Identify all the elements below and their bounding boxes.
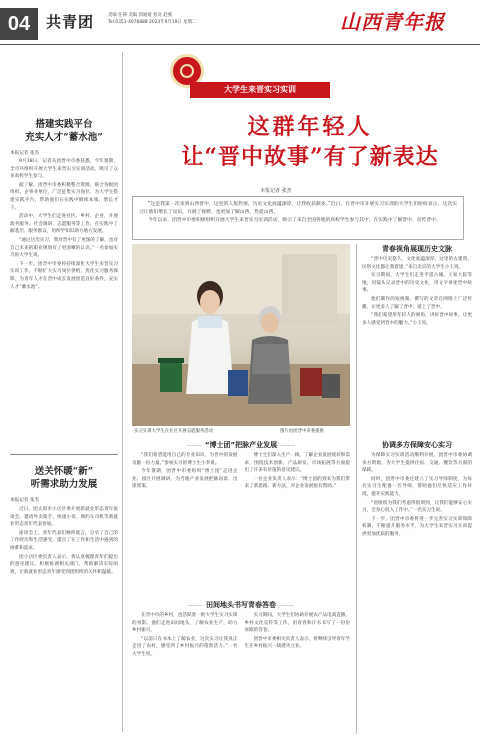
editor-line: 责编 任耕 美编 郭媛媛 校对 赵燕 (108, 13, 173, 18)
title-line: 搭建实践平台 (35, 119, 93, 130)
paragraph: 今年暑期，团晋中市委组织“博士团”走进企业、园区开展调研，为当地产业发展把脉问诊、出谋划策。 (132, 469, 238, 490)
paragraph: 在晋中市的乡村，也活跃着一批大学生实习实训的身影。他们走进田间地头，了解农业生产，助力乡村振兴。 (132, 613, 238, 634)
paragraph: 据了解，团晋中市委积极整合资源，联合各级团组织、企事业单位，广泛征集实习岗位，为大学生搭建实践平台，帮助他们在实践中锻炼本领、增长才干。 (10, 182, 118, 211)
headline-line-2: 让“晋中故事”有了新表达 (181, 144, 439, 170)
header-info (108, 12, 196, 26)
subhead-text: “博士团”把脉产业发展 (204, 441, 278, 449)
paragraph: 团晋中市委相关负责人表示，将继续引导青年学生在乡村振兴一线建功立业。 (244, 636, 350, 650)
paragraph: 活动中，大学生们走进社区、乡村、企业，开展政务服务、社会调研、志愿服务等工作，在实践中了解基层、服务群众，用所学知识助力地方发展。 (10, 214, 118, 235)
left-article-2-byline: 本报记者 张杰 (10, 498, 40, 503)
paragraph: 下一步，团晋中市委将进一步完善实习实训保障机制，不断提升服务水平，为大学生来晋实习实训提供更加优质的服务。 (362, 516, 472, 537)
paragraph: 同时，团晋中市委还建立了实习导师制度，为每名实习生配备一名导师，帮助他们尽快适应工作环境，提升实践能力。 (362, 476, 472, 497)
left-article-1-byline: 本报记者 张杰 (10, 151, 40, 156)
paragraph: 9月18日，记者从团晋中市委获悉，今年暑期，全市共组织开展大学生来晋实习实训活动，吸引了众多高校学生参与。 (10, 159, 118, 180)
mid-article-2-title (132, 600, 350, 610)
news-photo (132, 244, 350, 426)
paragraph: 实习期间，大学生们走进平遥古城、王家大院等地，用镜头记录晋中的历史文化，用文字讲述晋中故事。 (362, 273, 472, 294)
title-line: 充实人才“蓄水池” (25, 132, 103, 143)
paragraph: “以前只在书本上了解农业，这次实习让我真正走进了农村，感受到了乡村振兴的蓬勃活力。”一名大学生说。 (132, 636, 238, 657)
mid-article-1-body (132, 452, 350, 594)
intro-paragraph: “这是我第一次来到山西晋中，这里的人很热情，历史文化底蕴深厚，让我收获颇多。”近日，在晋中市开展实习实训的大学生们纷纷表示，这次实习让他们增长了见识，开阔了视野，也更加了解山西、热爱山西。 (139, 202, 457, 215)
left-article-1-body (10, 158, 118, 458)
paragraph: “我们希望用年轻人的视角，讲好晋中故事，让更多人感受到晋中的魅力。”小王说。 (362, 313, 472, 326)
column-divider (122, 52, 123, 732)
paragraph: 座谈会上，青年代表们畅所欲言，分享了自己的工作经历和生活感受，提出了在工作和生活中遇到的困难和需求。 (10, 530, 118, 551)
paragraph: 近日，团太原市小店区委开展新就业形态青年座谈会，邀请外卖骑手、快递小哥、网约车司机等新就业形态青年代表参加。 (10, 507, 118, 528)
photo-illustration (132, 244, 350, 426)
photo-credit: 图片由团晋中市委提供 (280, 429, 324, 434)
paragraph: 实习期间，大学生们协助开展农产品电商直播、乡村文化宣传等工作，用青春和汗水书写了一份份亮眼的答卷。 (244, 613, 350, 634)
main-intro (132, 196, 464, 240)
title-line: 送关怀暖“新” (34, 466, 94, 477)
subhead-text: 田间地头书写青春答卷 (206, 601, 276, 609)
left-article-1-title (10, 118, 118, 144)
paragraph: 博士生们深入生产一线，了解企业发展现状和需求，围绕技术创新、产品研发、市场拓展等方面提出了许多有价值的意见建议。 (244, 453, 350, 474)
paragraph: 团小店区委负责人表示，将认真梳理青年们提出的意见建议，积极协调相关部门，帮助解决实际困难，让新就业形态青年感受到团组织的关怀和温暖。 (10, 554, 118, 575)
main-byline: 本报记者 张杰 (260, 188, 292, 194)
column-banner: 大学生来晋实习实训 (190, 82, 330, 98)
newspaper-logo: 山西青年报 (340, 10, 445, 34)
header-divider (0, 44, 480, 45)
paragraph: “晋中历史悠久，文化底蕴深厚，这里的古建筑、民俗文化都让我着迷。”来自北京的大学生小王说。 (362, 257, 472, 270)
section-title: 共青团 (46, 13, 95, 31)
paragraph: “团组织为我们考虑得很周到，让我们能够安心实习，全身心投入工作中。”一名实习生说。 (362, 500, 472, 514)
mid-article-1-title (132, 440, 350, 450)
paragraph: 一位企业负责人表示：“博士团的到来为我们带来了新思路、新方法，对企业发展很有帮助。” (244, 476, 350, 490)
paragraph: “我们希望能用自己的专业知识，为晋中的发展贡献一份力量。”参加实习的博士生小李说。 (132, 453, 238, 466)
main-headline (160, 112, 460, 172)
paragraph: 下一步，团晋中市委将持续深化大学生来晋实习实训工作，不断扩大实习岗位供给，优化实习服务保障，为青年人才在晋中成长发展创造良好条件，充实人才“蓄水池”。 (10, 261, 118, 290)
right-article-2-body (362, 452, 472, 734)
paragraph: 他们制作的短视频、撰写的文章在网络上广泛传播，让更多人了解了晋中、爱上了晋中。 (362, 296, 472, 310)
intro-paragraph: 今年以来，团晋中市委积极组织开展大学生来晋实习实训活动，吸引了来自全国各地的高校学生参与其中，在实践中了解晋中、宣传晋中。 (148, 217, 441, 223)
right-article-1-body (362, 256, 472, 434)
right-article-1-title: 青春视角展现历史文脉 (382, 245, 452, 253)
headline-line-1: 这群年轻人 (247, 114, 373, 140)
title-line: 听需求助力发展 (30, 479, 98, 490)
right-article-2-title: 协调多方保障安心实习 (382, 441, 452, 449)
article-separator (10, 454, 118, 455)
paragraph: 为保障实习实训活动顺利开展，团晋中市委协调多方资源，为大学生提供住宿、交通、餐饮等方面的保障。 (362, 453, 472, 474)
page-number: 04 (0, 8, 38, 40)
left-article-2-body (10, 506, 118, 736)
photo-caption: 实习实训大学生在社区开展志愿服务活动 (134, 429, 214, 434)
column-divider (356, 244, 357, 734)
mid-article-2-body (132, 612, 350, 736)
date-line: Tel:0351-4076888 2023年9月19日 星期二 (108, 20, 197, 25)
paragraph: “通过这次实习，我对晋中有了更深的了解，也对自己未来的职业规划有了更清晰的认识。”一名参加实习的大学生说。 (10, 237, 118, 259)
left-article-2-title (10, 465, 118, 491)
